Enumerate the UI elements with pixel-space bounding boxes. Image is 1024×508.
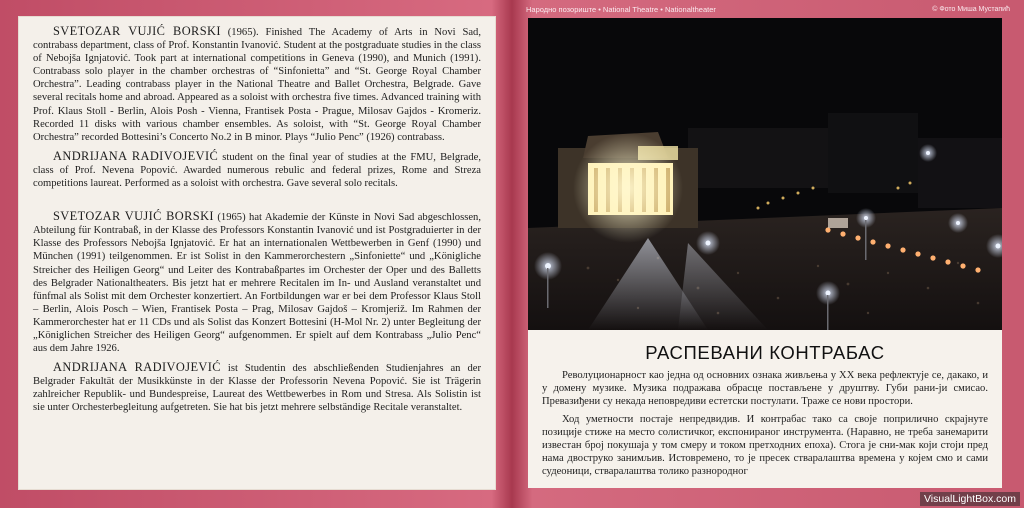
theatre-building [558, 132, 698, 243]
artist-name: ANDRIJANA RADIVOJEVIĆ [53, 360, 221, 375]
intro-paragraph-2: Ход уметности постаје непредвидив. И контрабас тако са своје поприлично скрајнуте позиције стиже на место солистичког, експонираног инструмента. (Наравно, не треба занемарити известан број покушаја у том смеру и током претходних епоха). Стога је сни-мак који стоји пред нама двоструко занимљив. Истовремено, то је пресек стваралаштва времена у којем смо и сами судеоници, стваралаштва толико разнородног [542, 414, 988, 477]
left-page-text-panel [18, 16, 496, 490]
bio-german-svetozar [33, 210, 481, 355]
artist-name: SVETOZAR VUJIĆ BORSKI [53, 209, 214, 224]
photo-caption-strip [526, 3, 1010, 17]
intro-paragraph-1: Револуционарност као једна од основних ознака живљења у XX века рефлектује се, дакако, и у домену музике. Музика подражава обрасце постављене у друштву. Губи рани-ји смисао. Превазиђени су некада неповредиви естетски постулати. Траже се нови простори. [542, 370, 988, 407]
bio-english-svetozar [33, 25, 481, 144]
artist-name: SVETOZAR VUJIĆ BORSKI [53, 24, 221, 38]
watermark: VisualLightBox.com [920, 492, 1020, 506]
bio-text: (1965) hat Akademie der Künste in Novi Sad abgeschlossen, Abteilung für Kontrabaß, in der Klasse des Professors Konstantin Ivanović und ist Postgraduierter in der Klasse des Professors Nebojša Ignjatović. Er hat an internationalen Wettbewerben in Genf (1990) und München (1991) teilgenommen. Er ist Solist in den Kammerorchestern „Sinfoniette“ und „Königliche Streicher des Heiligen Georg“ und Leiter des Kontrabaßpartes im Orchester der Oper und des Balletts des Belgrader Nationaltheaters. Bis jetzt hat er mehrere Recitalen im In- und Ausland veranstaltet und fünfmal als Solist mit dem Orchester konzertiert. An Fortbildungen war er bei dem Professor Klaus Stoll – Berlin, Alois Posch – Wien, Frantisek Posta – Prag, Milosav Gajdoš – Kromjeriž. Im Rahmen der Kammerorchester hat er 11 CDs und als Solist das Konzert Bottesini (H-Mol Nr. 2) unter Begleitung der „Königlichen Streicher des Heiligen Georg“ aufgenommen. Er spielt auf dem Kontrabass „Julio Penc“ aus dem Jahre 1926. [33, 212, 481, 355]
artist-name: ANDRIJANA RADIVOJEVIĆ [53, 148, 219, 163]
right-page-text-panel [528, 330, 1002, 488]
page-title: РАСПЕВАНИ КОНТРАБАС [645, 342, 885, 363]
photo-caption: Народно позориште • National Theatre • Nationaltheater [526, 5, 716, 14]
bio-text: student on the final year of studies at the FMU, Belgrade, class of Prof. Nevena Popović. Awarded numerous rebulic and federal prizes, Rome and Streza competitions laureat. Performed as a soloist with orchestra. Gave several solo recitals. [33, 151, 481, 190]
bio-english-andrijana [33, 150, 481, 190]
bio-german-andrijana [33, 361, 481, 414]
national-theatre-night-photo [528, 18, 1002, 330]
photo-credit: © Фото Миша Мустапић [932, 6, 1010, 13]
bio-text: (1965). Finished The Academy of Arts in Novi Sad, contrabass department, class of Prof. Konstantin Ivanović. Student at the postgraduate studies in the class of Nebojša Ignjatović. Took part at international competitions in Geneva (1990), and Munich (1991). Contrabass solo player in the chamber orchestras of “Sinfonietta” and “St. George Royal Chamber Orchestra”. Leading contrabass player in the National Theatre and Ballet Orchestra, Belgrade. Gave several recitals home and abroad. Appeared as a soloist with orchestra five times. Advanced training with Prof. Klaus Stoll - Berlin, Alois Posh - Vienna, Frantisek Posta - Prague, Milosav Gajdos - Kromeriz. Recorded 11 disks with various chamber ensembles. As soloist, with “St. George Royal Chamber Orchestra” recorded Bottesini’s Concerto No.2 in B minor. Plays “Julio Penc” (1926) contrabass. [33, 27, 481, 143]
bio-text: ist Studentin des abschließenden Studienjahres an der Belgrader Fakultät der Musikkünste in der Klasse der Professorin Nevena Popović. Sie ist Trägerin zahlreicher Republik- und Bundespreise, Laureat des Wettbewerbes in Rom und Stresa. Als Solistin ist sie unter Orchesterbegleitung aufgetreten. Sie hat bis jetzt mehrere selbständige Recitale veranstaltet. [33, 363, 481, 414]
